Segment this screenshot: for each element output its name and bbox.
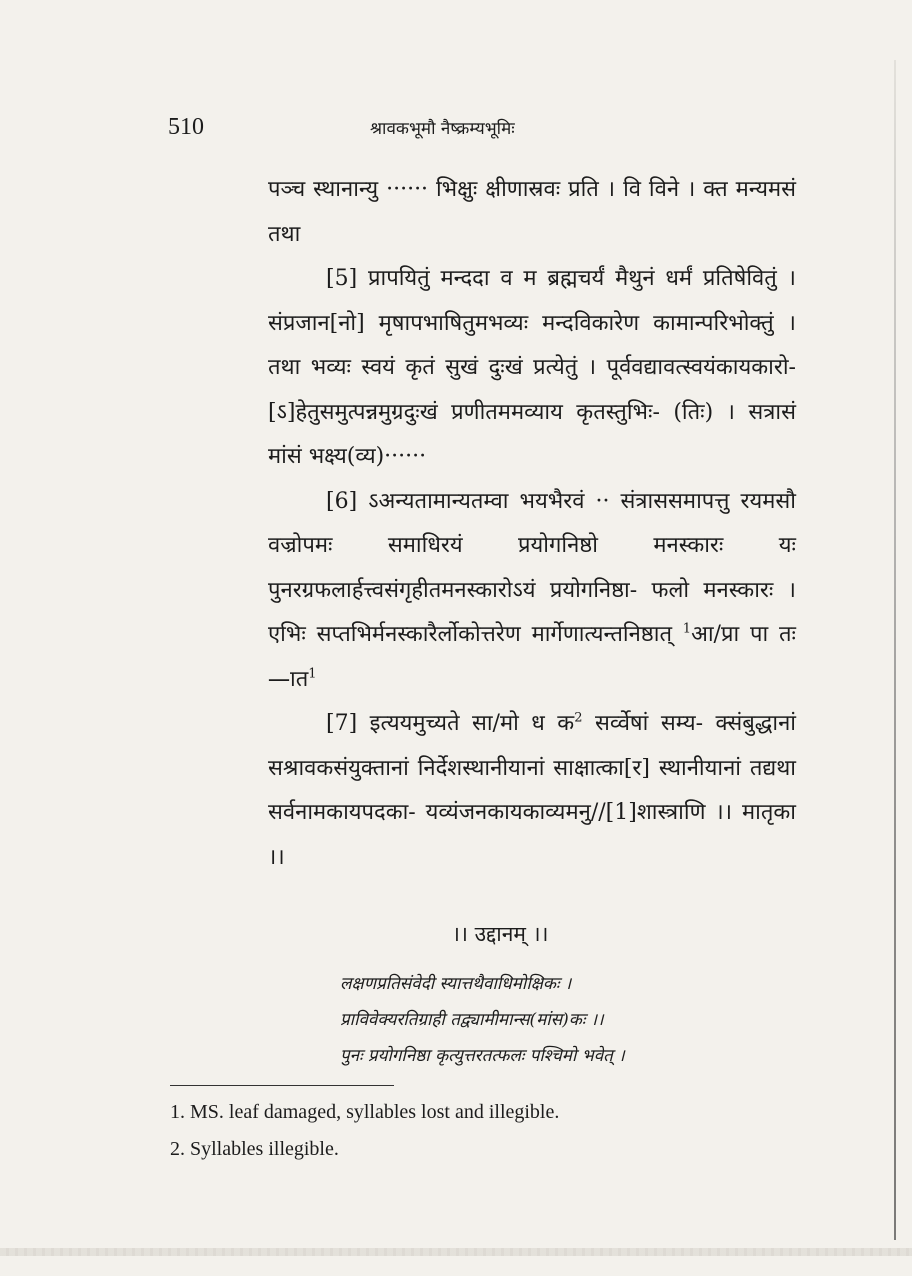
uddana-verses xyxy=(340,966,760,1074)
verse-line: लक्षणप्रतिसंवेदी स्यात्तथैवाधिमोक्षिकः । xyxy=(340,974,572,994)
footnote-1: 1. MS. leaf damaged, syllables lost and illegible. xyxy=(170,1101,560,1123)
paragraph-7-continuation: सर्व्वेषां सम्य- क्संबुद्धानां सश्रावकसंयुक्तानां निर्देशस्थानीयानां साक्षात्का[र] स्थानीयानां तद्यथा सर्वनामकायपदका- यव्यंजनकायकाव्यमनु//[1]शास्त्राणि ।। मातृका ।। xyxy=(268,711,796,870)
paragraph-5: [5] प्रापयितुं मन्ददा व म ब्रह्मचर्यं मैथुनं धर्मं प्रतिषेवितुं । संप्रजान[नो] मृषापभाषितुमभव्यः मन्दविकारेण कामान्परिभोक्तुं । तथा भव्यः स्वयं कृतं सुखं दुःखं प्रत्येतुं । पूर्ववद्यावत्स्वयंकायकारो- [ऽ]हेतुसमुत्पन्नमुग्रदुःखं प्रणीतममव्याय कृतस्तुभिः- (तिः) । सत्रासं मांसं भक्ष्य(व्य)······ xyxy=(268,266,796,469)
footnotes xyxy=(170,1094,559,1168)
paragraph-6 xyxy=(268,480,796,703)
running-title: श्रावकभूमौ नैष्क्रम्यभूमिः xyxy=(370,119,515,139)
paragraph-6-fragment: आ/प्रा पा तः—ात xyxy=(268,622,796,692)
verse-line: प्राविवेक्यरतिग्राही तद्व्यामीमान्स(मांस)कः ।। xyxy=(340,1010,604,1030)
footnote-divider xyxy=(170,1085,394,1086)
paragraph-1: पञ्च स्थानान्यु ······ भिक्षुः क्षीणास्रवः प्रति । वि विने । क्त मन्यमसं तथा xyxy=(268,177,796,247)
uddana-title: ।। उद्दानम् ।। xyxy=(452,922,549,946)
page-number: 510 xyxy=(168,114,204,140)
footnote-mark: 1 xyxy=(682,621,692,637)
footnote-mark: 1 xyxy=(308,666,317,682)
main-text xyxy=(268,168,796,880)
footnote-2: 2. Syllables illegible. xyxy=(170,1138,339,1160)
page-edge-shadow xyxy=(894,60,896,1240)
bottom-edge-shadow xyxy=(0,1248,912,1256)
footnote-mark: 2 xyxy=(574,710,583,726)
paragraph-7 xyxy=(268,702,796,880)
paragraph-6-text: [6] ऽअन्यतामान्यतम्वा भयभैरवं ·· संत्राससमापत्तु रयमसौ वज्रोपमः समाधिरयं प्रयोगनिष्ठो मनस्कारः यः पुनरग्रफलार्हत्त्वसंगृहीतमनस्कारोऽयं प्रयोगनिष्ठा- फलो मनस्कारः । एभिः सप्तभिर्मनस्कारैर्लोकोत्तरेण मार्गेणात्यन्तनिष्ठात् xyxy=(268,488,796,647)
paragraph-7-text: [7] इत्ययमुच्यते सा/मो ध क xyxy=(326,711,575,736)
verse-line: पुनः प्रयोगनिष्ठा कृत्युत्तरतत्फलः पश्चिमो भवेत् । xyxy=(340,1046,625,1066)
